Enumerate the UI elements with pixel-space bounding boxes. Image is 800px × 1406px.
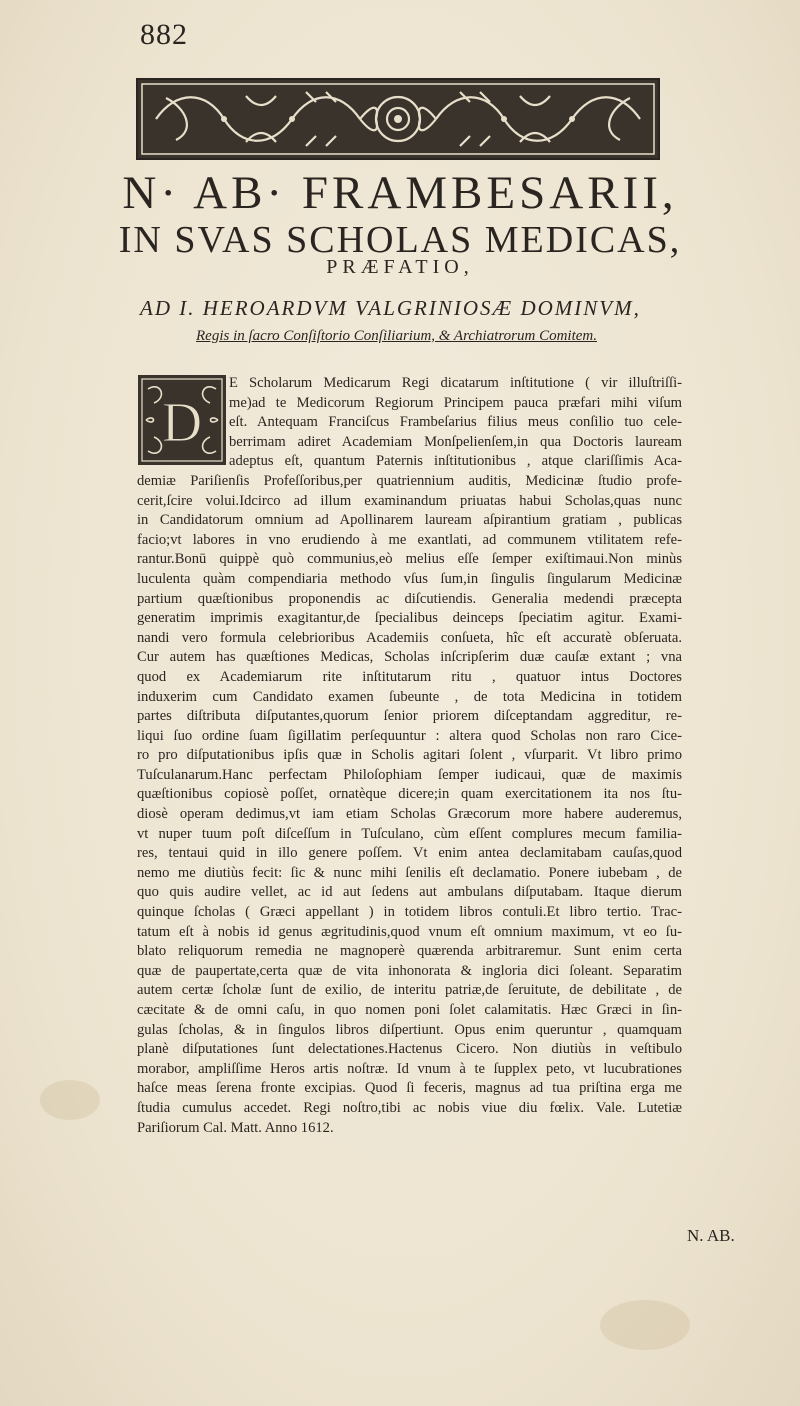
text-line: liqui ſuo ordine ſuam ſigillatim perſequuntur : altera quod Scholas non raro Cice- bbox=[137, 727, 682, 744]
text-line: vt nuper tuum poſt diſceſſum in Tuſculano, cùm eſſent complures mecum familia- bbox=[137, 825, 682, 842]
dedication-subline-text: Regis in ſacro Conſiſtorio Conſiliarium, & Archiatrorum Comitem. bbox=[196, 328, 597, 344]
text-line: res, tentaui quid in illo genere poſſem. Vt enim antea declamitabam cauſas,quod bbox=[137, 845, 682, 862]
text-line: demiæ Pariſienſis Profeſſoribus,per quatriennium auditis, Medicinæ ſtudio profe- bbox=[137, 472, 682, 489]
text-line: tatum eſt à nobis id genus ægritudinis,quod vnum eſt omnium maximum, vt eo ſu- bbox=[137, 923, 682, 940]
text-line: generatim imprimis exagitantur,de ſpecialibus deinceps ſpeciatim agitur. Exami- bbox=[137, 610, 682, 627]
text-line: gulas ſcholas, & in ſingulos libros diſpertiunt. Opus enim queruntur , quamquam bbox=[137, 1021, 682, 1038]
text-line: E Scholarum Medicarum Regi dicatarum inſtitutione ( vir illuſtriſſi- bbox=[229, 375, 682, 391]
text-line: cerit,ſcire volui.Idcirco ad illum examinandum priuatas habui Scholas,quas nunc bbox=[137, 492, 682, 509]
paper-stain bbox=[40, 1080, 100, 1120]
page-number: 882 bbox=[140, 18, 188, 51]
headpiece-ornament bbox=[136, 78, 660, 160]
svg-text:D: D bbox=[161, 392, 203, 454]
text-line: eſt. Antequam Franciſcus Frambeſarius filius meus conſilio tuo cele- bbox=[229, 414, 682, 431]
text-line: quo quis audire vellet, ac id aut ſedens aut ambulans diſputabam. Itaque dierum bbox=[137, 884, 682, 901]
text-line: ſtudia cumulus accedet. Regi noſtro,tibi ac nobis viue diu fœlix. Vale. Lutetiæ bbox=[137, 1099, 682, 1116]
text-line: quæſtionibus copiosè poſſet, ornatèque dicere;in quam exercitationem ita nos ſtu- bbox=[137, 786, 682, 803]
author-title: N· AB· FRAMBESARII, bbox=[122, 167, 678, 219]
text-line: Cur autem has quæſtiones Medicas, Scholas inſcripſerim duæ cauſæ extant ; vna bbox=[137, 649, 682, 666]
text-line: Tuſculanarum.Hanc perfectam Philoſophiam ſemper iudicaui, quæ de maximis bbox=[137, 766, 682, 783]
text-line: nandi vero formula celebrioribus Academiis conſueta, hîc eſt accuratè obſeruata. bbox=[137, 629, 682, 646]
text-line: cæcitate & de omni caſu, in quo nomen poni ſolet calamitatis. Hæc Græci in ſin- bbox=[137, 1002, 682, 1018]
text-line: rantur.Bonū quippè quò communius,eò melius eſſe ſemper exiſtimaui.Non minùs bbox=[137, 551, 682, 568]
dedication-subline bbox=[196, 328, 696, 345]
text-line: me)ad te Medicorum Regiorum Principem pauca præfari mihi viſum bbox=[229, 394, 682, 411]
text-line: diosè operam dedimus,vt iam etiam Scholas Græcorum more habere auderemus, bbox=[137, 806, 682, 823]
preface-text bbox=[137, 374, 682, 1138]
paper-stain bbox=[600, 1300, 690, 1350]
text-line: in Candidatorum omnium ad Apollinarem lauream aſpirantium gratiam , publicas bbox=[137, 512, 682, 529]
text-line: facio;vt labores in vno erudiendo à me exantlati, ad communem vtilitatem refe- bbox=[137, 531, 682, 548]
text-line: planè diſputationes ſunt delectationes.Hactenus Cicero. Non diutiùs in veſtibulo bbox=[137, 1041, 682, 1058]
text-line: quinque ſcholas ( Græci appellant ) in totidem libros contuli.Et libro tertio. Trac- bbox=[137, 904, 682, 921]
text-line: induxerim cum Candidato examen ſubeunte , de tota Medicina in totidem bbox=[137, 688, 682, 705]
text-line: luculenta quàm compendiaria methodo vſus ſum,in ſingulis ſingularum Medicinæ bbox=[137, 570, 682, 587]
text-line-final: Pariſiorum Cal. Matt. Anno 1612. bbox=[137, 1119, 334, 1136]
text-line: partes diſtributa diſputantes,quorum ſenior priorem diſceptandam aggreditur, re- bbox=[137, 708, 682, 725]
text-line: berrimam adiret Academiam Monſpelienſem,in qua Doctoris lauream bbox=[229, 433, 682, 450]
text-line: blato reliquorum remedia ne magnoperè quærenda arbitraremur. Sunt enim certa bbox=[137, 943, 682, 960]
text-line: quæ de paupertate,certa quæ de vita inhonorata & ingloria dici ſoleant. Separatim bbox=[137, 962, 682, 979]
work-title: IN SVAS SCHOLAS MEDICAS, bbox=[118, 219, 682, 261]
dedication-line: AD I. HEROARDVM VALGRINIOSÆ DOMINVM, bbox=[140, 296, 641, 320]
text-line: nemo me diutiùs fecit: ſic & nunc mihi ſenilis eſt declamatio. Ponere iubebam , de bbox=[137, 864, 682, 881]
catchword: N. AB. bbox=[687, 1226, 735, 1245]
section-heading: PRÆFATIO, bbox=[326, 256, 474, 278]
text-line: partium quæſtionibus proponendis ac diſcutiendis. Generalia medendi præcepta bbox=[137, 590, 682, 607]
text-line: morabor, ampliſſime Heros artis noſtræ. Id vnum à te ſupplex peto, vt lucubrationes bbox=[137, 1060, 682, 1077]
text-line: haſce meas ſerena fronte excipias. Quod ſi feceris, magnus ad tua priſtina erga me bbox=[137, 1080, 682, 1097]
text-line: adeptus eſt, quantum Paternis inſtitutionibus , atque clariſſimis Aca- bbox=[229, 453, 682, 470]
text-line: quod ex Academiarum rite inſtitutarum ritu , quatuor intus Doctores bbox=[137, 668, 682, 685]
text-line: autem certæ ſcholæ ſunt de exilio, de interitu patriæ,de ſeruitute, de debilitate , de bbox=[137, 982, 682, 999]
text-line: ro pro diſputationibus ipſis quæ in Scholis agitari ſolent , vſurparit. Vt libro primo bbox=[137, 747, 682, 764]
